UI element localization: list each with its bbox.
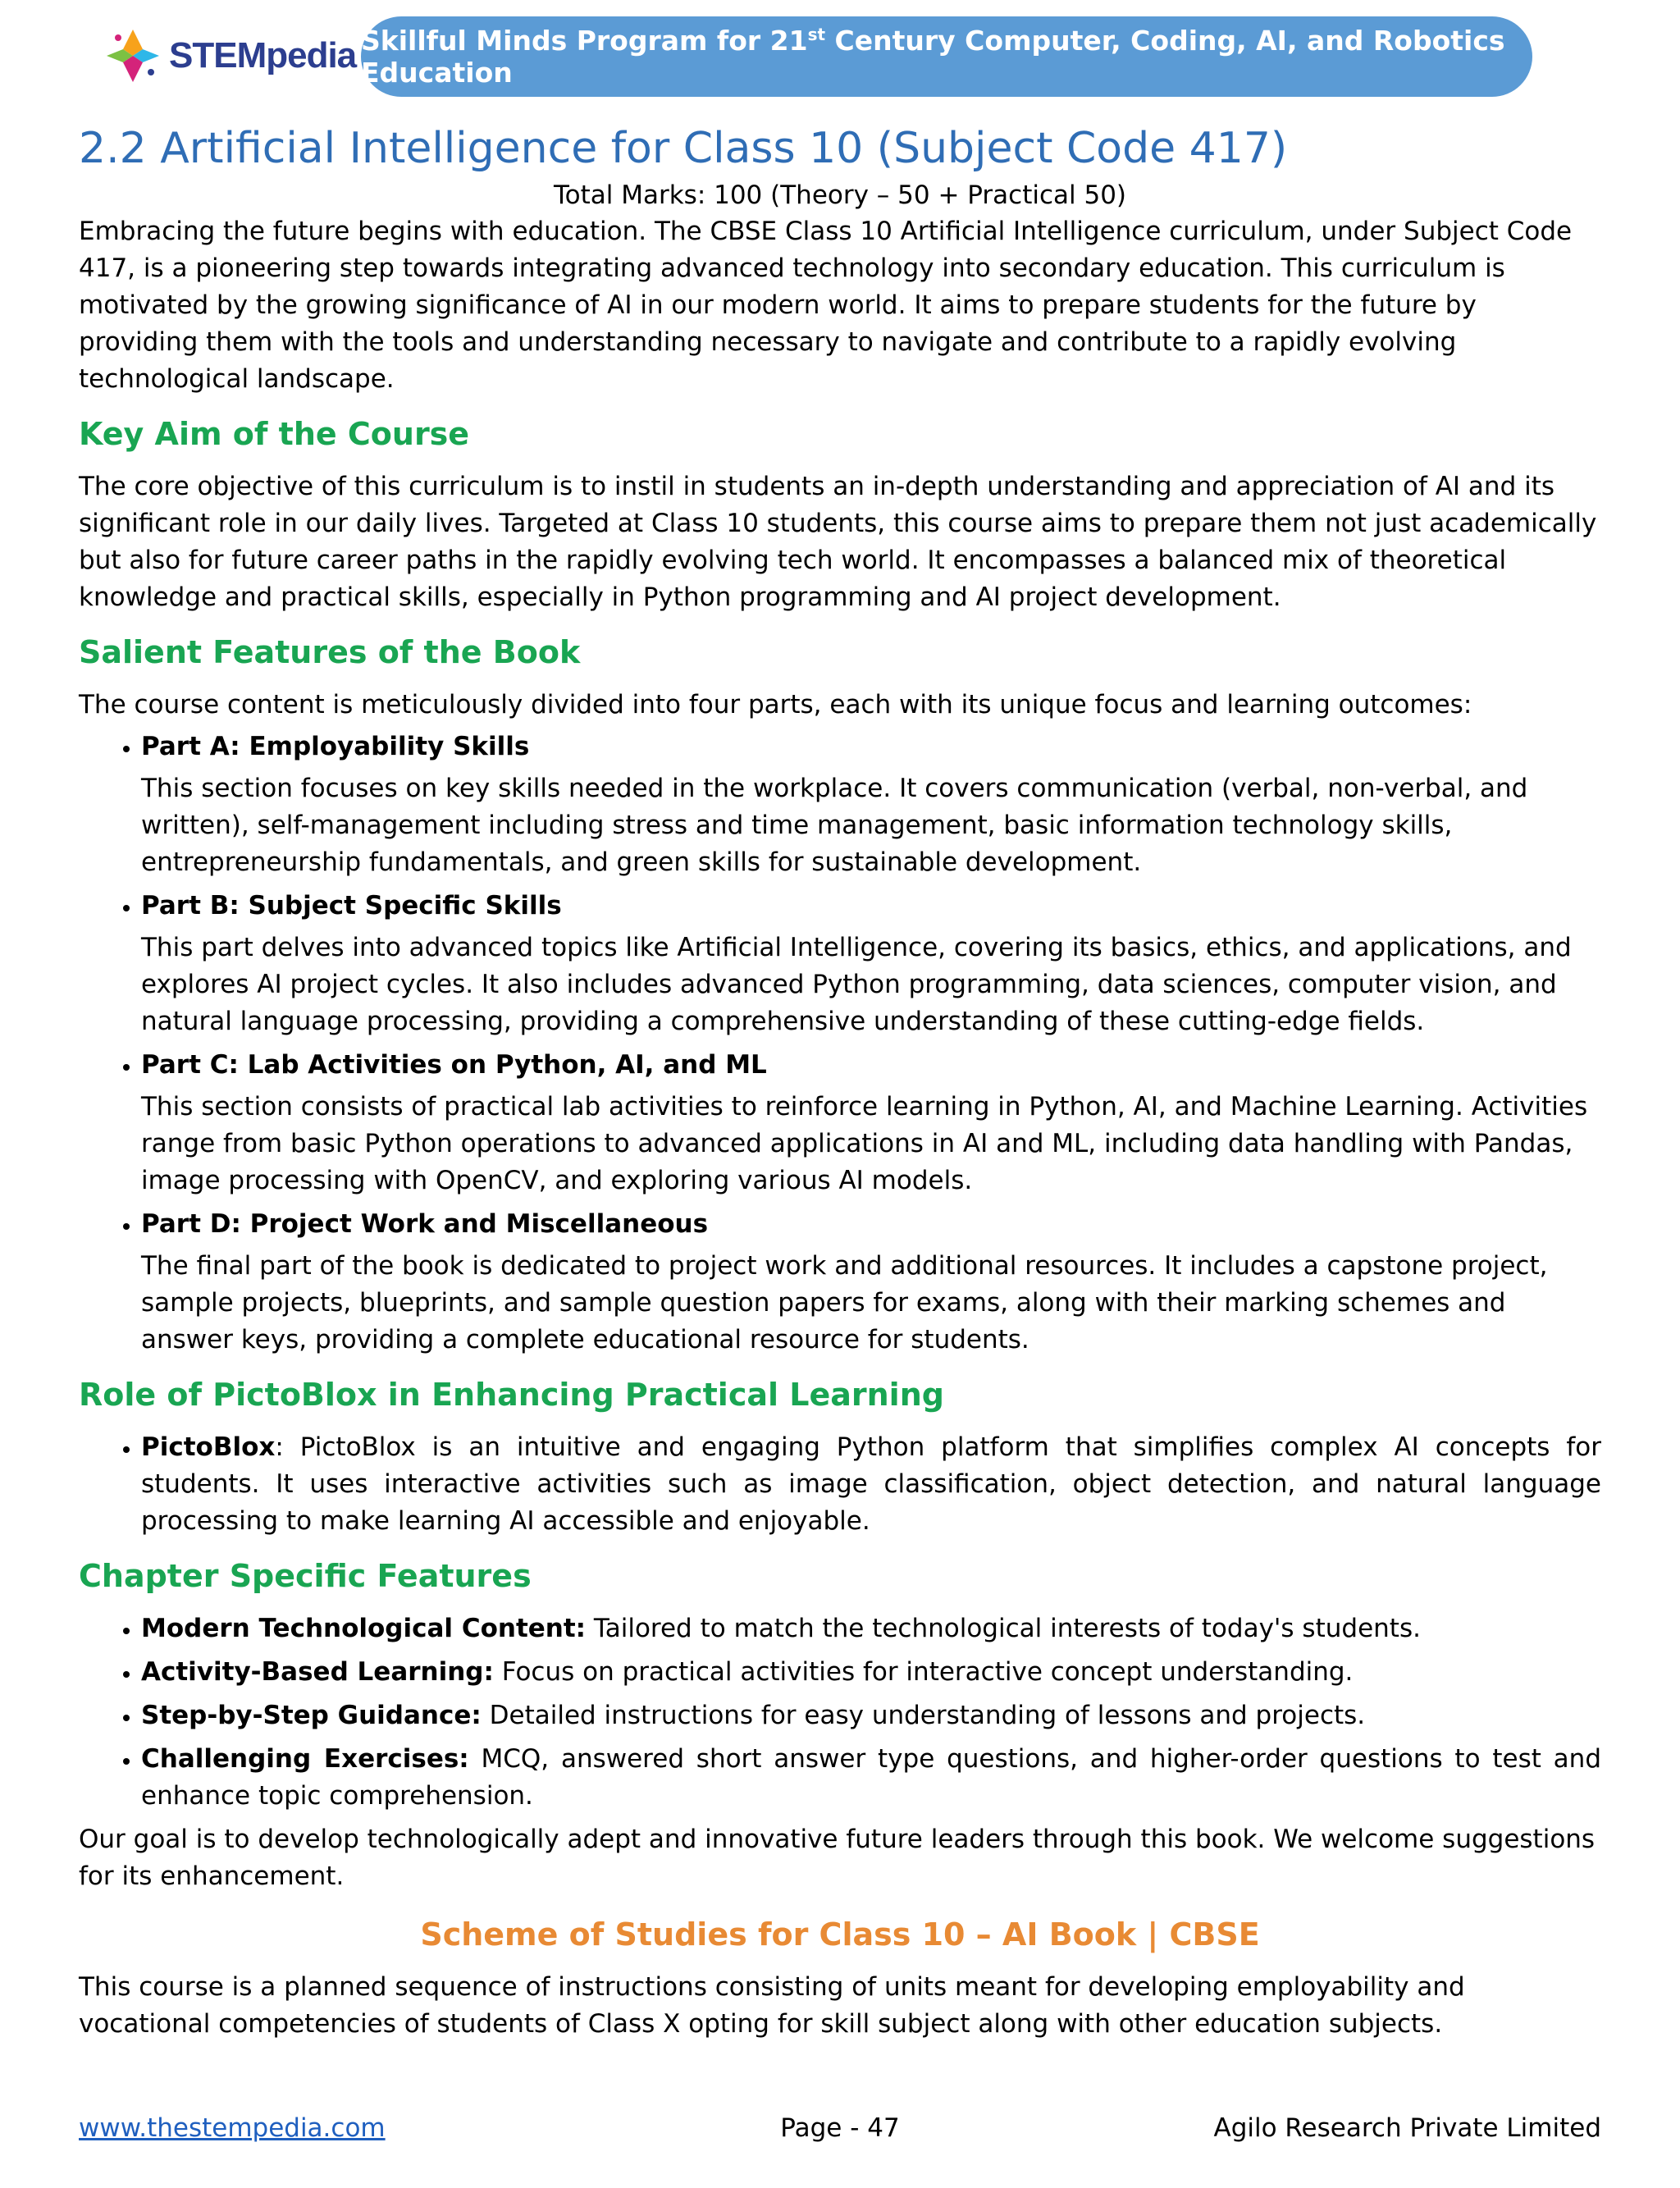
list-item <box>141 729 1601 881</box>
total-marks: Total Marks: 100 (Theory – 50 + Practical 50) <box>553 180 1127 210</box>
stempedia-logo <box>102 20 364 92</box>
scheme-paragraph: This course is a planned sequence of instructions consisting of units meant for developing employability and vocational competencies of students of Class X opting for skill subject along with other education subjects. <box>79 1972 1465 2039</box>
list-item: • Activity-Based Learning: Focus on practical activities for interactive concept understanding. <box>141 1654 1601 1691</box>
page-number: Page - 47 <box>780 2113 900 2143</box>
program-banner <box>361 16 1532 97</box>
salient-features-heading: Salient Features of the Book <box>79 634 581 670</box>
list-item: • Modern Technological Content: Tailored to match the technological interests of today's students. <box>141 1610 1601 1647</box>
part-description: This part delves into advanced topics like Artificial Intelligence, covering its basics, ethics, and applications, and explores AI project cycles. It also includes advanced Python programming, data sciences, computer vision, and natural language processing, providing a comprehensive understanding of these cutting-edge fields. <box>141 933 1572 1036</box>
page-header <box>79 16 1601 98</box>
intro-paragraph: Embracing the future begins with education. The CBSE Class 10 Artificial Intelligence curriculum, under Subject Code 417, is a pioneering step towards integrating advanced technology into secondary education. This curriculum is motivated by the growing significance of AI in our modern world. It aims to prepare students for the future by providing them with the tools and understanding necessary to navigate and contribute to a rapidly evolving technological landscape. <box>79 217 1573 394</box>
part-description: This section consists of practical lab activities to reinforce learning in Python, AI, and Machine Learning. Activities range from basic Python operations to advanced applications in AI and ML, including data handling with Pandas, image processing with OpenCV, and exploring various AI models. <box>141 1092 1588 1195</box>
part-title: • Part C: Lab Activities on Python, AI, and ML <box>141 1050 767 1080</box>
pictoblox-list <box>79 1429 1601 1540</box>
pictoblox-label: PictoBlox <box>141 1432 276 1462</box>
chapter-features-heading: Chapter Specific Features <box>79 1558 532 1594</box>
logo-wordmark: STEMpedia <box>169 35 357 75</box>
pictoblox-text: : PictoBlox is an intuitive and engaging Python platform that simplifies complex AI concepts for students. It uses interactive activities such as image classification, object detection, and natural language processing to make learning AI accessible and enjoyable. <box>141 1432 1601 1536</box>
pictoblox-heading: Role of PictoBlox in Enhancing Practical Learning <box>79 1377 944 1413</box>
part-description: The final part of the book is dedicated to project work and additional resources. It includes a capstone project, sample projects, blueprints, and sample question papers for exams, along with their marking schemes and answer keys, providing a complete educational resource for students. <box>141 1251 1548 1354</box>
salient-intro: The course content is meticulously divided into four parts, each with its unique focus and learning outcomes: <box>79 690 1472 719</box>
banner-text: Skillful Minds Program for 21st Century Computer, Coding, AI, and Robotics Education <box>361 25 1505 89</box>
goal-paragraph: Our goal is to develop technologically adept and innovative future leaders through this book. We welcome suggestions for its enhancement. <box>79 1825 1596 1891</box>
list-item <box>141 1429 1601 1540</box>
part-title: • Part B: Subject Specific Skills <box>141 891 562 920</box>
stempedia-logo-icon <box>102 25 164 87</box>
part-title: • Part D: Project Work and Miscellaneous <box>141 1209 709 1239</box>
list-item <box>141 1206 1601 1359</box>
list-item <box>141 1047 1601 1199</box>
section-title: 2.2 Artificial Intelligence for Class 10 (Subject Code 417) <box>79 124 1288 173</box>
company-name: Agilo Research Private Limited <box>1213 2113 1601 2143</box>
part-title: • Part A: Employability Skills <box>141 732 530 761</box>
website-link[interactable]: www.thestempedia.com <box>79 2113 386 2143</box>
key-aim-heading: Key Aim of the Course <box>79 416 470 452</box>
chapter-features-list <box>79 1610 1601 1815</box>
key-aim-paragraph: The core objective of this curriculum is to instil in students an in-depth understanding and appreciation of AI and its significant role in our daily lives. Targeted at Class 10 students, this course aims to prepare them not just academically but also for future career paths in the rapidly evolving tech world. It encompasses a balanced mix of theoretical knowledge and practical skills, especially in Python programming and AI project development. <box>79 472 1597 612</box>
page-footer <box>79 2110 1601 2146</box>
list-item: • Step-by-Step Guidance: Detailed instructions for easy understanding of lessons and projects. <box>141 1697 1601 1734</box>
list-item <box>141 888 1601 1040</box>
page-content <box>79 120 1601 2043</box>
parts-list <box>79 729 1601 1359</box>
part-description: This section focuses on key skills needed in the workplace. It covers communication (verbal, non-verbal, and written), self-management including stress and time management, basic information technology skills, entrepreneurship fundamentals, and green skills for sustainable development. <box>141 774 1528 877</box>
scheme-heading: Scheme of Studies for Class 10 – AI Book | CBSE <box>420 1916 1260 1953</box>
list-item: • Challenging Exercises: MCQ, answered short answer type questions, and higher-order questions to test and enhance topic comprehension. <box>141 1741 1601 1815</box>
